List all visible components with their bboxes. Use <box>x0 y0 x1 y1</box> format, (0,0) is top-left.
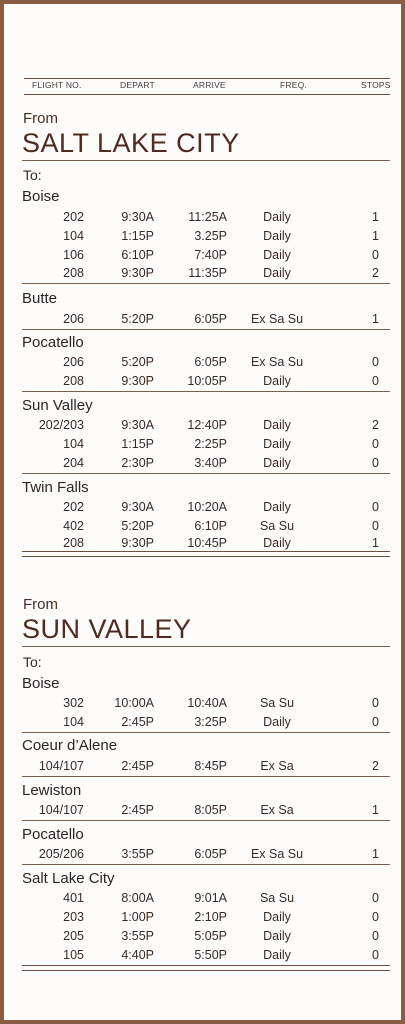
arrive-time: 10:45P <box>187 536 227 550</box>
frequency: Daily <box>263 910 291 924</box>
stops: 0 <box>372 891 379 905</box>
frequency: Daily <box>263 948 291 962</box>
frequency: Daily <box>263 536 291 550</box>
divider <box>22 646 390 647</box>
flight-row <box>4 312 405 330</box>
flight-number: 104 <box>63 229 84 243</box>
frequency: Daily <box>263 266 291 280</box>
flight-row <box>4 374 405 392</box>
flight-number: 204 <box>63 456 84 470</box>
section-end-rule <box>22 551 390 557</box>
depart-time: 5:20P <box>121 355 154 369</box>
depart-time: 5:20P <box>121 519 154 533</box>
flight-number: 208 <box>63 374 84 388</box>
divider <box>22 732 390 733</box>
from-label: From <box>23 596 58 613</box>
stops: 1 <box>372 536 379 550</box>
arrive-time: 10:05P <box>187 374 227 388</box>
header-depart: DEPART <box>120 80 155 90</box>
arrive-time: 9:01A <box>194 891 227 905</box>
destination-name: Twin Falls <box>22 479 89 496</box>
flight-row <box>4 266 405 284</box>
arrive-time: 5:50P <box>194 948 227 962</box>
stops: 0 <box>372 437 379 451</box>
frequency: Daily <box>263 418 291 432</box>
flight-number: 402 <box>63 519 84 533</box>
depart-time: 3:55P <box>121 929 154 943</box>
destination-name: Butte <box>22 290 58 307</box>
depart-time: 3:55P <box>121 847 154 861</box>
flight-row <box>4 948 405 966</box>
flight-number: 104/107 <box>38 803 84 817</box>
frequency: Daily <box>263 248 291 262</box>
stops: 0 <box>372 374 379 388</box>
from-label: From <box>23 110 58 127</box>
destination-name: Boise <box>22 675 60 692</box>
frequency: Daily <box>263 229 291 243</box>
flight-number: 205/206 <box>38 847 84 861</box>
depart-time: 8:00A <box>121 891 154 905</box>
arrive-time: 2:25P <box>194 437 227 451</box>
arrive-time: 3.25P <box>194 229 227 243</box>
flight-row <box>4 355 405 373</box>
arrive-time: 10:20A <box>187 500 227 514</box>
flight-row <box>4 759 405 777</box>
divider <box>22 329 390 330</box>
depart-time: 9:30P <box>121 266 154 280</box>
flight-row <box>4 929 405 947</box>
stops: 1 <box>372 229 379 243</box>
depart-time: 2:45P <box>121 759 154 773</box>
frequency: Daily <box>263 374 291 388</box>
divider <box>22 391 390 392</box>
frequency: Ex Sa <box>260 759 294 773</box>
flight-row <box>4 910 405 928</box>
flight-number: 302 <box>63 696 84 710</box>
arrive-time: 11:35P <box>188 266 227 280</box>
frequency: Daily <box>263 715 291 729</box>
stops: 0 <box>372 355 379 369</box>
flight-row <box>4 229 405 247</box>
arrive-time: 6:05P <box>194 847 227 861</box>
divider <box>22 820 390 821</box>
flight-row <box>4 418 405 436</box>
flight-row <box>4 847 405 865</box>
section-end-rule <box>22 965 390 971</box>
flight-number: 206 <box>63 312 84 326</box>
header-stops: STOPS <box>361 80 391 90</box>
arrive-time: 12:40P <box>187 418 227 432</box>
flight-number: 104/107 <box>38 759 84 773</box>
stops: 0 <box>372 696 379 710</box>
origin-city: SUN VALLEY <box>22 614 192 644</box>
frequency: Daily <box>263 210 291 224</box>
arrive-time: 8:05P <box>194 803 227 817</box>
flight-row <box>4 210 405 228</box>
destination-name: Boise <box>22 188 60 205</box>
arrive-time: 8:45P <box>194 759 227 773</box>
flight-number: 202 <box>63 210 84 224</box>
stops: 2 <box>372 418 379 432</box>
flight-number: 208 <box>63 266 84 280</box>
flight-number: 202/203 <box>38 418 84 432</box>
depart-time: 1:15P <box>121 229 154 243</box>
arrive-time: 6:10P <box>194 519 227 533</box>
arrive-time: 2:10P <box>194 910 227 924</box>
arrive-time: 3:40P <box>194 456 227 470</box>
destination-name: Coeur d’Alene <box>22 737 118 754</box>
depart-time: 9:30A <box>121 500 154 514</box>
frequency: Sa Su <box>259 519 295 533</box>
frequency: Ex Sa Su <box>250 312 304 326</box>
flight-number: 104 <box>63 437 84 451</box>
arrive-time: 6:05P <box>194 312 227 326</box>
header-arrive: ARRIVE <box>193 80 226 90</box>
stops: 1 <box>372 847 379 861</box>
destination-name: Salt Lake City <box>22 870 115 887</box>
depart-time: 2:45P <box>121 803 154 817</box>
flight-row <box>4 803 405 821</box>
frequency: Daily <box>263 500 291 514</box>
flight-number: 202 <box>63 500 84 514</box>
depart-time: 1:15P <box>121 437 154 451</box>
arrive-time: 5:05P <box>194 929 227 943</box>
stops: 1 <box>372 210 379 224</box>
destination-name: Sun Valley <box>22 397 93 414</box>
stops: 1 <box>372 803 379 817</box>
depart-time: 2:45P <box>121 715 154 729</box>
frequency: Daily <box>263 456 291 470</box>
frequency: Daily <box>263 929 291 943</box>
divider <box>22 864 390 865</box>
depart-time: 9:30P <box>121 536 154 550</box>
origin-city: SALT LAKE CITY <box>22 128 240 158</box>
arrive-time: 7:40P <box>194 248 227 262</box>
flight-number: 106 <box>63 248 84 262</box>
destination-name: Lewiston <box>22 782 82 799</box>
frequency: Ex Sa Su <box>250 847 304 861</box>
stops: 0 <box>372 948 379 962</box>
frequency: Ex Sa Su <box>250 355 304 369</box>
stops: 0 <box>372 929 379 943</box>
header-flight-no: FLIGHT NO. <box>32 80 82 90</box>
frequency: Daily <box>263 437 291 451</box>
header-freq: FREQ. <box>280 80 307 90</box>
frequency: Ex Sa <box>260 803 294 817</box>
stops: 0 <box>372 456 379 470</box>
flight-number: 208 <box>63 536 84 550</box>
stops: 0 <box>372 519 379 533</box>
flight-number: 203 <box>63 910 84 924</box>
arrive-time: 10:40A <box>187 696 227 710</box>
frequency: Sa Su <box>259 696 295 710</box>
stops: 0 <box>372 910 379 924</box>
flight-number: 105 <box>63 948 84 962</box>
depart-time: 6:10P <box>121 248 154 262</box>
stops: 0 <box>372 715 379 729</box>
flight-number: 206 <box>63 355 84 369</box>
arrive-time: 3:25P <box>194 715 227 729</box>
flight-row <box>4 519 405 537</box>
divider <box>22 473 390 474</box>
destination-name: Pocatello <box>22 826 84 843</box>
frequency: Sa Su <box>259 891 295 905</box>
stops: 0 <box>372 248 379 262</box>
flight-number: 401 <box>63 891 84 905</box>
flight-row <box>4 715 405 733</box>
flight-number: 104 <box>63 715 84 729</box>
flight-number: 205 <box>63 929 84 943</box>
depart-time: 9:30A <box>121 418 154 432</box>
column-header <box>24 78 390 95</box>
stops: 2 <box>372 266 379 280</box>
depart-time: 4:40P <box>121 948 154 962</box>
flight-row <box>4 456 405 474</box>
divider <box>22 160 390 161</box>
depart-time: 2:30P <box>121 456 154 470</box>
flight-row <box>4 248 405 266</box>
stops: 2 <box>372 759 379 773</box>
divider <box>22 776 390 777</box>
depart-time: 9:30P <box>121 374 154 388</box>
divider <box>22 283 390 284</box>
arrive-time: 11:25A <box>188 210 227 224</box>
flight-row <box>4 696 405 714</box>
destination-name: Pocatello <box>22 334 84 351</box>
flight-row <box>4 437 405 455</box>
depart-time: 9:30A <box>121 210 154 224</box>
depart-time: 1:00P <box>121 910 154 924</box>
depart-time: 10:00A <box>114 696 154 710</box>
flight-row <box>4 500 405 518</box>
to-label: To: <box>23 167 42 183</box>
to-label: To: <box>23 654 42 670</box>
stops: 0 <box>372 500 379 514</box>
depart-time: 5:20P <box>121 312 154 326</box>
flight-row <box>4 891 405 909</box>
stops: 1 <box>372 312 379 326</box>
arrive-time: 6:05P <box>194 355 227 369</box>
